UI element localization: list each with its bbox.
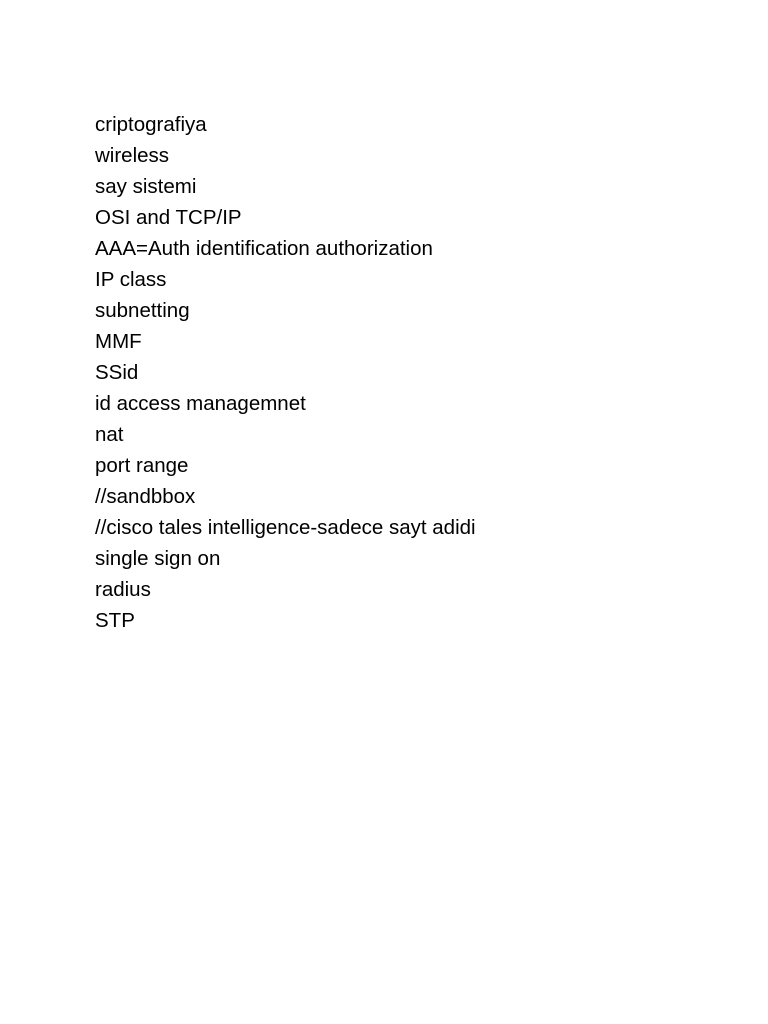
notes-list xyxy=(95,109,735,636)
note-line: id access managemnet xyxy=(95,392,306,415)
note-line: SSid xyxy=(95,361,139,384)
note-line: criptografiya xyxy=(95,113,207,136)
note-line: radius xyxy=(95,578,151,601)
note-line: single sign on xyxy=(95,547,221,570)
note-line: //sandbbox xyxy=(95,485,196,508)
note-line: wireless xyxy=(95,144,170,167)
note-line: say sistemi xyxy=(95,175,197,198)
note-line: //cisco tales intelligence-sadece sayt adidi xyxy=(95,516,476,539)
note-line: MMF xyxy=(95,330,142,353)
note-line: AAA=Auth identification authorization xyxy=(95,237,433,260)
note-line: nat xyxy=(95,423,124,446)
note-line: OSI and TCP/IP xyxy=(95,206,242,229)
note-line: port range xyxy=(95,454,189,477)
note-line: STP xyxy=(95,609,135,632)
note-line: subnetting xyxy=(95,299,190,322)
note-line: IP class xyxy=(95,268,167,291)
